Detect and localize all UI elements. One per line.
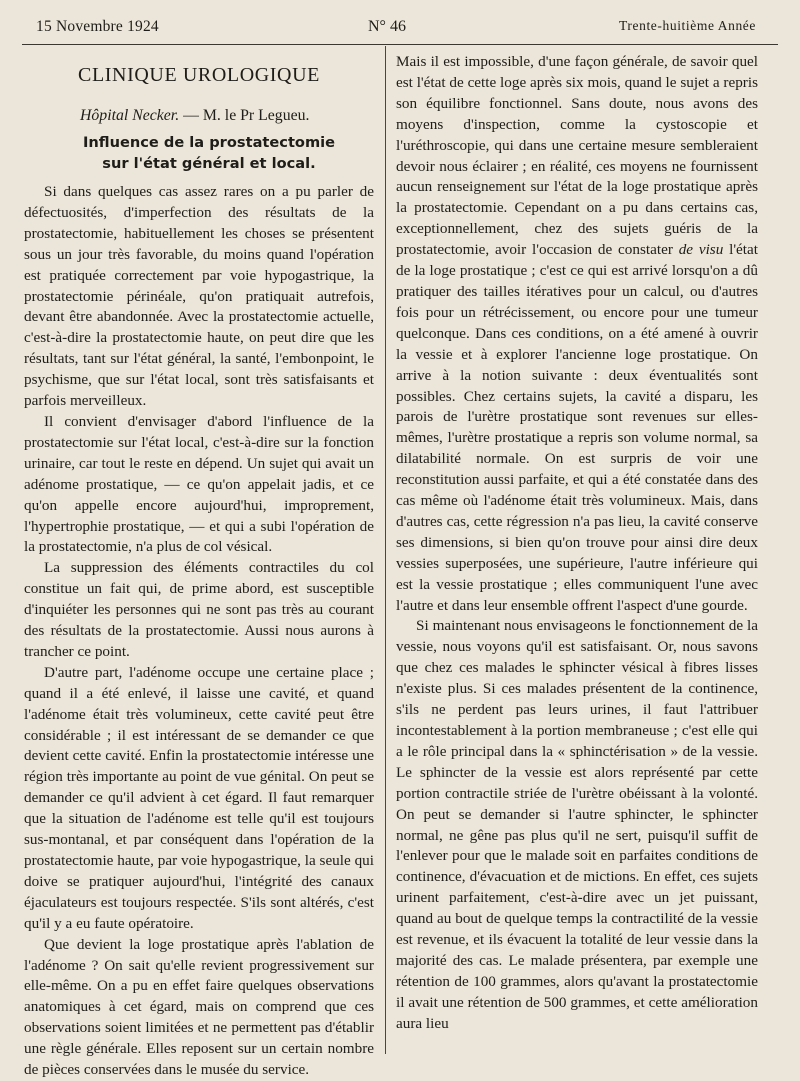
paragraph: Si maintenant nous envisageons le fonctionnement de la vessie, nous voyons qu'il est satisfaisant. Or, nous savons que chez ces malades le sphincter vésical à fibres lisses n'existe plus. Si ces malades présentent de la continence, s'ils ne perdent pas leurs urines, il faut l'attribuer incontestablement à la portion membraneuse ; c'est elle qui a le rôle principal dans la « sphinctérisation » de la vessie. Le sphincter de la vessie est alors représenté par cette portion contractile striée de l'urètre obéissant à la volonté. On peut se demander si l'autre sphincter, le sphincter normal, ne gêne pas plus qu'il ne sert, puisqu'il suffit de l'enlever pour que le malade soit en parfaites conditions de continence, d'évacuation et de mictions. En effet, ces sujets urinent parfaitement, c'est-à-dire avec un jet puissant, quand au bout de quelque temps la contractilité de la vessie est revenue, et ils évacuent la totalité de leur vessie dans la majorité des cas. Le malade présentera, par exemple une rétention de 100 grammes, alors qu'avant la prostatectomie il avait une rétention de 500 grammes, et cette amélioration aura lieu	[396, 617, 758, 1032]
right-column	[396, 52, 758, 1035]
issue-number: N° 46	[368, 18, 406, 35]
page-header	[30, 14, 756, 38]
paragraph: Si dans quelques cas assez rares on a pu parler de défectuosités, d'imperfection des résultats de la prostatectomie, habituellement les choses se présentent sous un jour très favorable, du moins quand l'opération est pratiquée correctement par voie hypogastrique, la prostatectomie périnéale, qu'on pratiquait autrefois, devant être abandonnée. Avec la prostatectomie actuelle, c'est-à-dire la prostatectomie haute, on peut dire que les résultats, tant sur l'état général, la santé, l'embonpoint, le psychisme, que sur l'état local, sont très satisfaisants et parfois merveilleux.	[24, 183, 374, 410]
byline-hospital: Hôpital Necker.	[80, 107, 180, 124]
paragraph-text: Mais il est impossible, d'une façon générale, de savoir quel est l'état de cette loge après six mois, quand le sujet a repris son équilibre fonctionnel. Sans doute, nous avons des moyens d'inspection, comme la cystoscopie et l'uréthroscopie, qui dans une certaine mesure sembleraient devoir nous éclairer ; en réalité, ces moyens ne fournissent aucun renseignement sur l'état de la loge prostatique après la prostatectomie. Cependant on a pu dans certains cas, exceptionnellement, chez des sujets guéris de la prostatectomie, avoir l'occasion de constater	[396, 53, 758, 259]
header-rule	[22, 44, 778, 45]
byline	[80, 106, 374, 126]
paragraph	[396, 52, 758, 616]
article-subtitle	[44, 132, 374, 174]
column-rule	[385, 46, 386, 1054]
paragraph: Il convient d'envisager d'abord l'influence de la prostatectomie sur l'état local, c'est-à-dire sur la fonction urinaire, car tout le reste en dépend. Un sujet qui avait un adénome prostatique, — ce qu'on appelait jadis, et ce qu'on appelle encore aujourd'hui, improprement, l'hypertrophie prostatique, — et qui a subi l'opération de la prostatectomie, n'a plus de col vésical.	[24, 412, 374, 556]
volume-year: Trente-huitième Année	[619, 18, 756, 33]
paragraph: La suppression des éléments contractiles du col constitue un fait qui, de prime abord, est susceptible d'inquiéter les personnes qui ne sont pas très au courant des résultats de la prostatectomie. Aussi nous aurons à trancher ce point.	[24, 559, 374, 660]
left-column	[24, 52, 374, 1081]
subtitle-line-1: Influence de la prostatectomie	[82, 134, 336, 151]
paragraph-text: l'état de la loge prostatique ; c'est ce qui est arrivé lorsqu'on a dû pratiquer des tailles itératives pour un calcul, ou d'autres fois pour un rétrécissement, ou encore pour une tumeur quelconque. Dans ces conditions, on a été amené à ouvrir la vessie et à explorer l'ancienne loge prostatique. On arrive à la notion suivante : deux éventualités sont possibles. Chez certains sujets, la cavité a disparu, les parois de l'urètre prostatique sont revenues sur elles-mêmes, l'urètre prostatique a repris son volume normal, sa dilatabilité normale. On est surpris de voir une reconstitution aussi parfaite, et qui a été constatée dans des cas même où l'adénome était très volumineux. Mais, dans d'autres cas, cette régression n'a pas lieu, la cavité conserve ses dimensions, si bien qu'on trouve pour ainsi dire deux vessies superposées, une supérieure, l'autre inférieure qui est la vessie prostatique ; elles communiquent l'une avec l'autre et dans leur ensemble offrent l'aspect d'une gourde.	[396, 241, 758, 614]
paragraph: D'autre part, l'adénome occupe une certaine place ; quand il a été enlevé, il laisse une cavité, et quand l'adénome était très volumineux, cette cavité peut être considérable ; il est intéressant de se demander ce que devient cette cavité. Enfin la prostatectomie intéresse une région très importante au point de vue génital. On peut se demander ce qu'il advient à cet égard. Il faut remarquer que la situation de l'adénome est telle qu'il est toujours sus-montanal, et par conséquent dans l'opération de la prostatectomie haute, par voie hypogastrique, la seule qui doive se pratiquer aujourd'hui, l'intégrité des canaux éjaculateurs est toujours respectée. S'ils sont altérés, c'est qu'il y a eu faute opératoire.	[24, 663, 374, 932]
byline-author: — M. le Pr Legueu.	[183, 107, 310, 124]
latin-phrase: de visu	[678, 241, 724, 259]
section-title: CLINIQUE UROLOGIQUE	[78, 64, 320, 86]
subtitle-line-2: sur l'état général et local.	[102, 155, 316, 172]
issue-date: 15 Novembre 1924	[36, 18, 159, 35]
paragraph: Que devient la loge prostatique après l'ablation de l'adénome ? On sait qu'elle revient progressivement sur elle-même. On a pu en effet faire quelques observations anatomiques à cet égard, mais on comprend que ces observations soient limitées et ne permettent pas d'établir une règle générale. Elles reposent sur un certain nombre de pièces conservées dans le musée du service.	[24, 935, 374, 1079]
